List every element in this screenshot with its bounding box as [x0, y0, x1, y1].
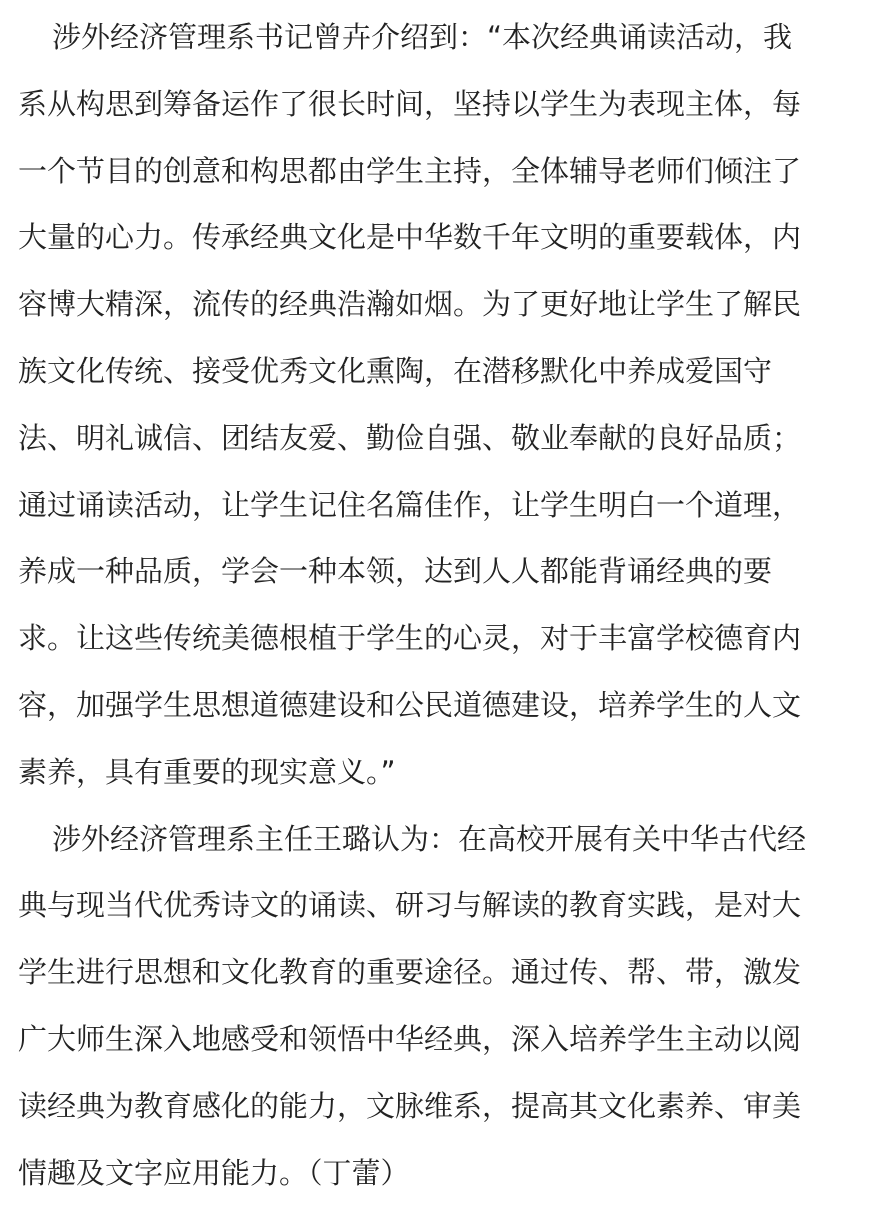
text-line: 养成一种品质，学会一种本领，达到人人都能背诵经典的要: [18, 554, 773, 589]
text-line: 典与现当代优秀诗文的诵读、研习与解读的教育实践，是对大: [18, 888, 802, 923]
text-line: 通过诵读活动，让学生记住名篇佳作，让学生明白一个道理，: [18, 487, 802, 522]
text-line: 法、明礼诚信、团结友爱、勤俭自强、敬业奉献的良好品质；: [18, 420, 802, 455]
text-line: 一个节目的创意和构思都由学生主持，全体辅导老师们倾注了: [18, 153, 802, 188]
text-line: 素养，具有重要的现实意义。”: [18, 754, 396, 789]
paragraph-director-view: [0, 816, 891, 1217]
text-line: 广大师生深入地感受和领悟中华经典，深入培养学生主动以阅: [18, 1021, 802, 1056]
text-line: 涉外经济管理系书记曾卉介绍到：“本次经典诵读活动，我: [52, 20, 793, 54]
text-line: 系从构思到筹备运作了很长时间，坚持以学生为表现主体，每: [18, 86, 802, 121]
text-line: 涉外经济管理系主任王璐认为：在高校开展有关中华古代经: [52, 821, 807, 856]
text-line: 大量的心力。传承经典文化是中华数千年文明的重要载体，内: [18, 220, 802, 255]
text-line: 容，加强学生思想道德建设和公民道德建设，培养学生的人文: [18, 687, 802, 722]
text-line: 求。让这些传统美德根植于学生的心灵，对于丰富学校德育内: [18, 621, 802, 656]
text-line: 情趣及文字应用能力。（丁蕾）: [18, 1155, 410, 1190]
paragraph-secretary-quote: [0, 14, 891, 816]
text-line: 读经典为教育感化的能力，文脉维系，提高其文化素养、审美: [18, 1088, 802, 1123]
text-line: 容博大精深，流传的经典浩瀚如烟。为了更好地让学生了解民: [18, 287, 802, 322]
text-line: 学生进行思想和文化教育的重要途径。通过传、帮、带，激发: [18, 955, 802, 990]
text-line: 族文化传统、接受优秀文化熏陶，在潜移默化中养成爱国守: [18, 353, 773, 388]
